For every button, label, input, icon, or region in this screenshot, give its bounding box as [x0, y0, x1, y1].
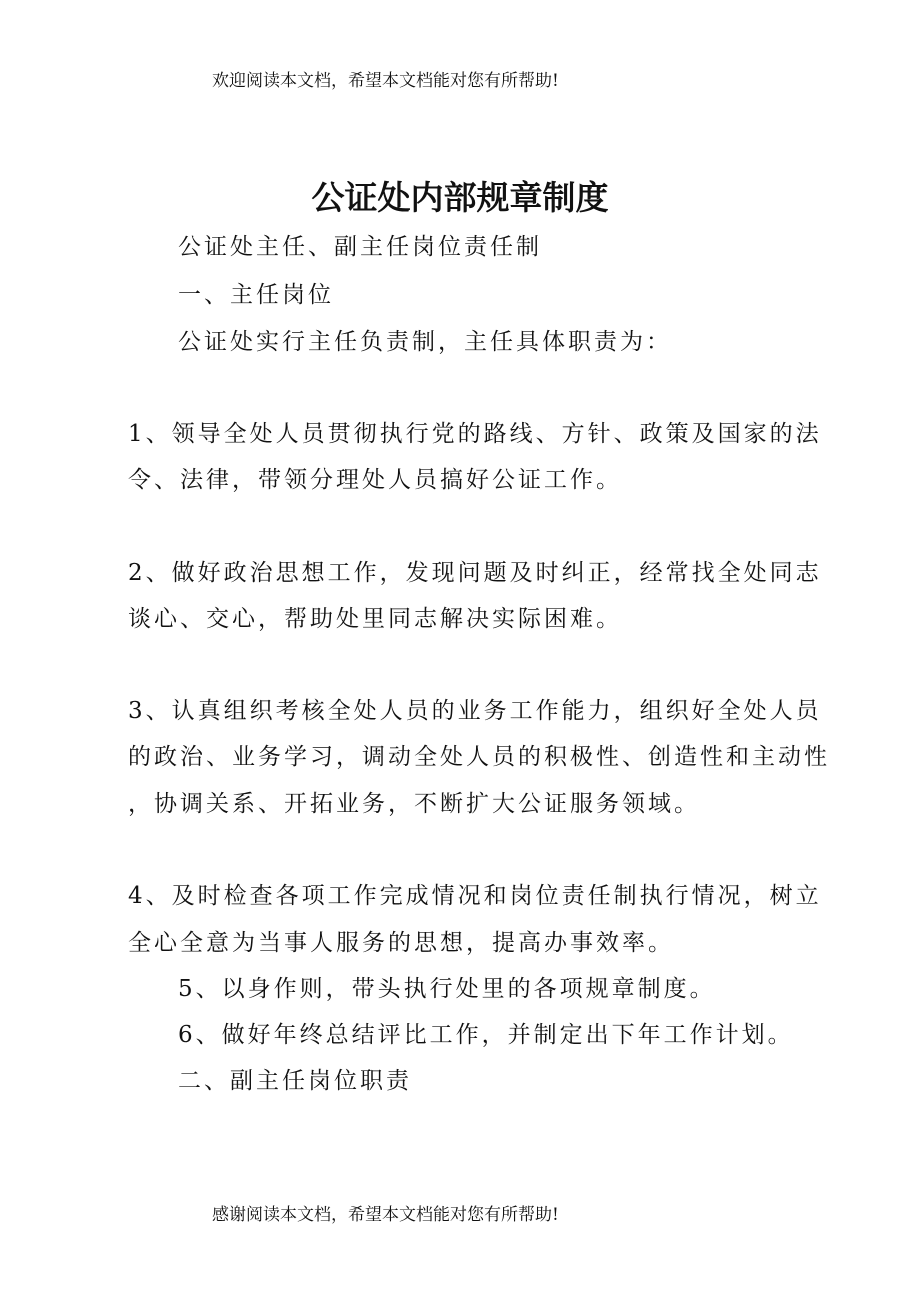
subtitle-line: 公证处主任、副主任岗位责任制	[178, 234, 542, 260]
document-title: 公证处内部规章制度	[311, 178, 609, 217]
item-1-line-2: 令、法律，带领分理处人员搞好公证工作。	[128, 467, 622, 493]
intro-line: 公证处实行主任负责制，主任具体职责为：	[178, 329, 672, 355]
item-4-line-1: 4、及时检查各项工作完成情况和岗位责任制执行情况，树立	[128, 883, 822, 909]
item-1-line-1: 1、领导全处人员贯彻执行党的路线、方针、政策及国家的法	[128, 421, 822, 447]
section-heading-1: 一、主任岗位	[178, 282, 334, 308]
item-6-line: 6、做好年终总结评比工作，并制定出下年工作计划。	[178, 1022, 794, 1048]
item-3-line-3: ，协调关系、开拓业务，不断扩大公证服务领域。	[128, 791, 700, 817]
item-2-line-2: 谈心、交心，帮助处里同志解决实际困难。	[128, 606, 622, 632]
footer-note: 感谢阅读本文档，希望本文档能对您有所帮助!	[212, 1205, 559, 1225]
header-note: 欢迎阅读本文档，希望本文档能对您有所帮助!	[212, 71, 559, 91]
item-2-line-1: 2、做好政治思想工作，发现问题及时纠正，经常找全处同志	[128, 560, 822, 586]
item-4-line-2: 全心全意为当事人服务的思想，提高办事效率。	[128, 930, 674, 956]
item-3-line-2: 的政治、业务学习，调动全处人员的积极性、创造性和主动性	[128, 744, 830, 770]
item-5-line: 5、以身作则，带头执行处里的各项规章制度。	[178, 976, 716, 1002]
item-3-line-1: 3、认真组织考核全处人员的业务工作能力，组织好全处人员	[128, 698, 822, 724]
section-heading-2: 二、副主任岗位职责	[178, 1068, 412, 1094]
